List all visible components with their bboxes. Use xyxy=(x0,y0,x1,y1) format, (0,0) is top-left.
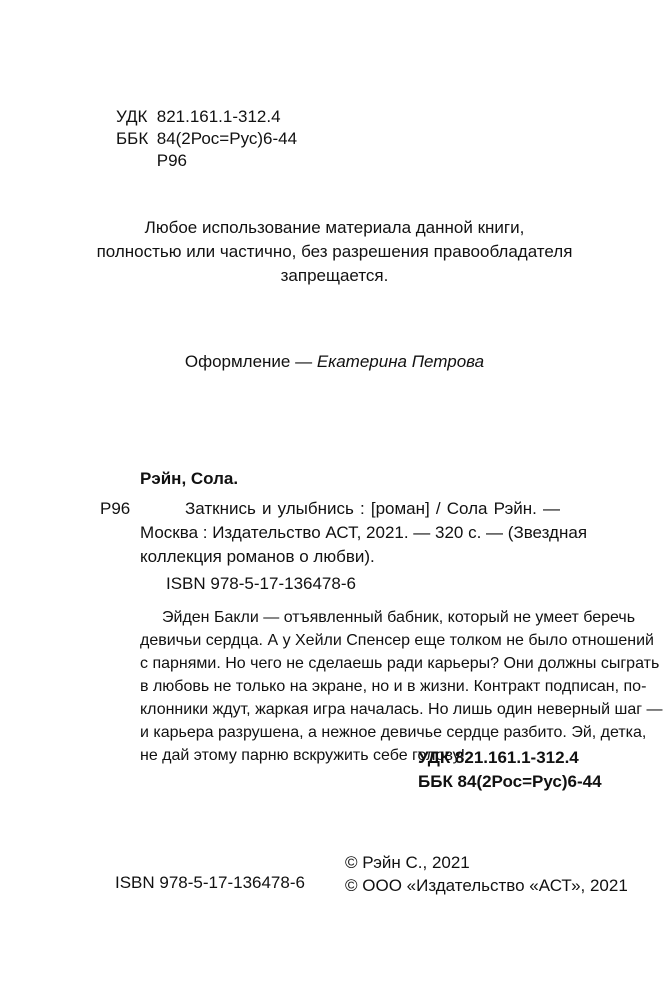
notice-line: полностью или частично, без разрешения правообладателя xyxy=(96,242,573,261)
bib-line-1 xyxy=(100,497,560,521)
classification-top xyxy=(116,108,297,174)
classification-bottom xyxy=(418,746,602,794)
udk-value: 821.161.1-312.4 xyxy=(156,107,281,126)
bbk-label: ББК xyxy=(116,129,149,148)
bbk-value: 84(2Рос=Рус)6-44 xyxy=(156,129,298,148)
record-author: Рэйн, Сола. xyxy=(140,469,239,488)
udk-label: УДК xyxy=(116,107,148,126)
annotation-line: с парнями. Но чего не сделаешь ради карьеры? Они должны сыграть xyxy=(140,655,660,672)
copyright-lines xyxy=(345,851,628,897)
footer-isbn: ISBN 978-5-17-136478-6 xyxy=(115,873,305,892)
bbk-row xyxy=(116,130,297,152)
bib-line-2 xyxy=(100,521,588,545)
design-credit xyxy=(0,353,669,370)
copyright-notice xyxy=(0,216,669,288)
record-code: Р96 xyxy=(100,499,131,518)
record-isbn: ISBN 978-5-17-136478-6 xyxy=(166,574,356,593)
copyright-author: © Рэйн С., 2021 xyxy=(345,853,470,872)
annotation xyxy=(140,606,663,767)
bib-line-text: Заткнись и улыбнись : [роман] / Сола Рэйн. — xyxy=(185,499,560,518)
udk-bottom: УДК 821.161.1-312.4 xyxy=(418,748,579,767)
notice-line: запрещается. xyxy=(280,266,389,285)
annotation-line: в любовь не только на экране, но и в жизни. Контракт подписан, по- xyxy=(140,678,647,695)
bibliographic-record xyxy=(100,497,588,569)
author-mark-row xyxy=(116,152,297,174)
udk-row xyxy=(116,108,297,130)
notice-line: Любое использование материала данной книги, xyxy=(144,218,525,237)
copyright-publisher: © ООО «Издательство «АСТ», 2021 xyxy=(345,876,628,895)
annotation-line: Эйден Бакли — отъявленный бабник, который не умеет беречь xyxy=(162,609,636,626)
annotation-line: и карьера разрушена, а нежное девичье сердце разбито. Эй, детка, xyxy=(140,724,647,741)
design-label: Оформление — xyxy=(184,352,313,371)
bib-line-text: коллекция романов о любви). xyxy=(140,547,375,566)
annotation-line: клонники ждут, жаркая игра началась. Но лишь один неверный шаг — xyxy=(140,701,663,718)
annotation-line: девичьи сердца. А у Хейли Спенсер еще толком не было отношений xyxy=(140,632,654,649)
author-mark: Р96 xyxy=(156,151,187,170)
annotation-line: не дай этому парню вскружить себе голову! xyxy=(140,747,466,764)
designer-name: Екатерина Петрова xyxy=(316,352,485,371)
bib-line-3 xyxy=(100,545,560,569)
bbk-bottom: ББК 84(2Рос=Рус)6-44 xyxy=(418,772,602,791)
bib-line-text: Москва : Издательство АСТ, 2021. — 320 с. — (Звездная xyxy=(140,523,588,542)
